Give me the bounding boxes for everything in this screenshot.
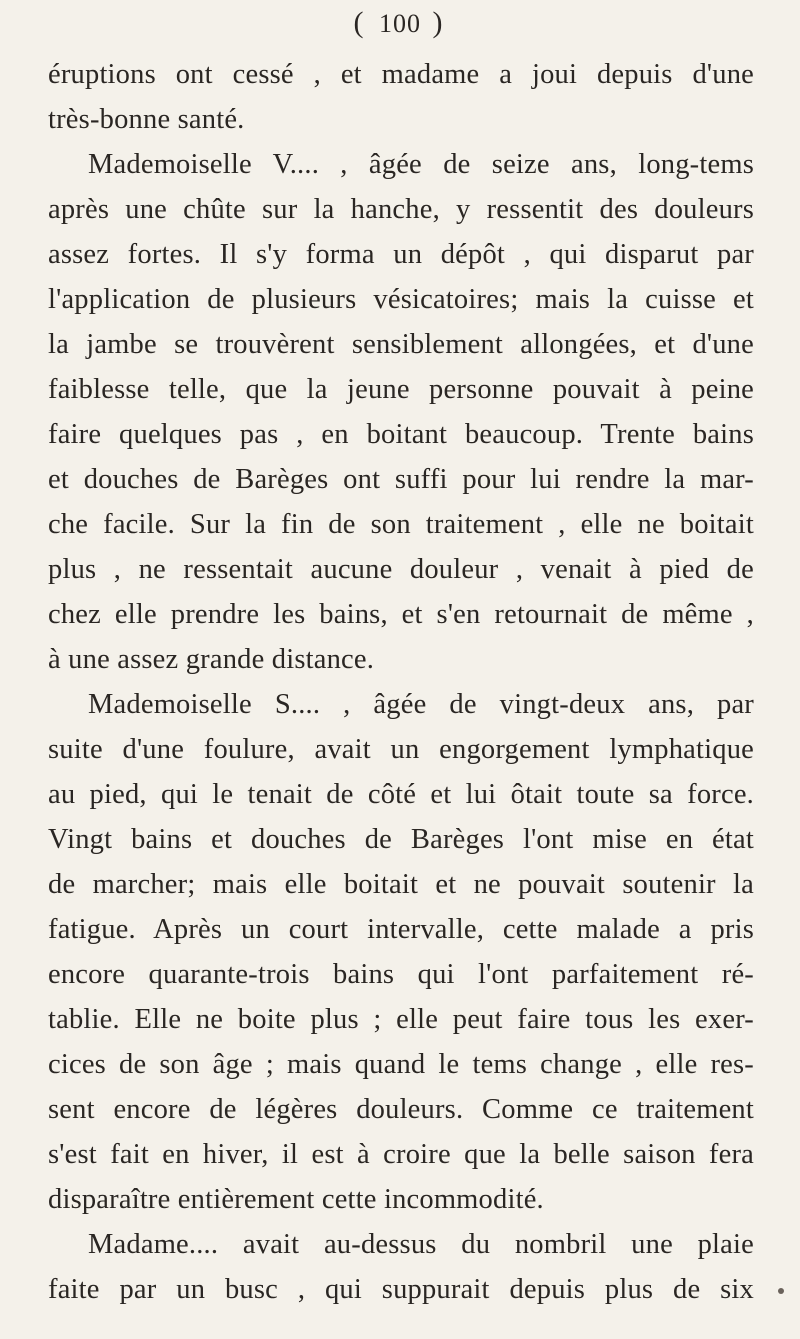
text-line: Mademoiselle V.... , âgée de seize ans, long-tems	[88, 149, 754, 180]
text-line: après une chûte sur la hanche, y ressentit des douleurs	[48, 194, 754, 225]
text-line: éruptions ont cessé , et madame a joui depuis d'une	[48, 59, 754, 90]
text-line: à une assez grande distance.	[48, 644, 375, 675]
body-text	[48, 52, 754, 1312]
text-line: sent encore de légères douleurs. Comme ce traitement	[48, 1094, 754, 1125]
text-line: cices de son âge ; mais quand le tems change , elle res-	[48, 1049, 754, 1080]
header-open-paren: (	[353, 6, 368, 39]
text-line: au pied, qui le tenait de côté et lui ôtait toute sa force.	[48, 779, 754, 810]
text-line: la jambe se trouvèrent sensiblement allongées, et d'une	[48, 329, 754, 360]
text-line: encore quarante-trois bains qui l'ont parfaitement ré-	[48, 959, 754, 990]
text-line: plus , ne ressentait aucune douleur , venait à pied de	[48, 554, 754, 585]
text-line: faite par un busc , qui suppurait depuis plus de six	[48, 1274, 754, 1305]
text-line: suite d'une foulure, avait un engorgement lymphatique	[48, 734, 754, 765]
text-line: de marcher; mais elle boitait et ne pouvait soutenir la	[48, 869, 754, 900]
text-line: faiblesse telle, que la jeune personne pouvait à peine	[48, 374, 754, 405]
text-line: l'application de plusieurs vésicatoires; mais la cuisse et	[48, 284, 754, 315]
text-line: s'est fait en hiver, il est à croire que la belle saison fera	[48, 1139, 754, 1170]
text-line: chez elle prendre les bains, et s'en retournait de même ,	[48, 599, 754, 630]
text-line: très-bonne santé.	[48, 104, 245, 135]
header-close-paren: )	[432, 6, 447, 39]
text-line: disparaître entièrement cette incommodité.	[48, 1184, 544, 1215]
page-header	[0, 6, 800, 40]
text-line: et douches de Barèges ont suffi pour lui rendre la mar-	[48, 464, 754, 495]
text-line: fatigue. Après un court intervalle, cette malade a pris	[48, 914, 754, 945]
text-line: faire quelques pas , en boitant beaucoup. Trente bains	[48, 419, 754, 450]
text-line: tablie. Elle ne boite plus ; elle peut faire tous les exer-	[48, 1004, 754, 1035]
text-line: che facile. Sur la fin de son traitement , elle ne boitait	[48, 509, 754, 540]
text-line: Mademoiselle S.... , âgée de vingt-deux ans, par	[88, 689, 754, 720]
text-line: Vingt bains et douches de Barèges l'ont mise en état	[48, 824, 754, 855]
text-line: Madame.... avait au-dessus du nombril une plaie	[88, 1229, 754, 1260]
page-number: 100	[379, 9, 421, 38]
ink-speck	[778, 1288, 784, 1294]
text-line: assez fortes. Il s'y forma un dépôt , qui disparut par	[48, 239, 754, 270]
